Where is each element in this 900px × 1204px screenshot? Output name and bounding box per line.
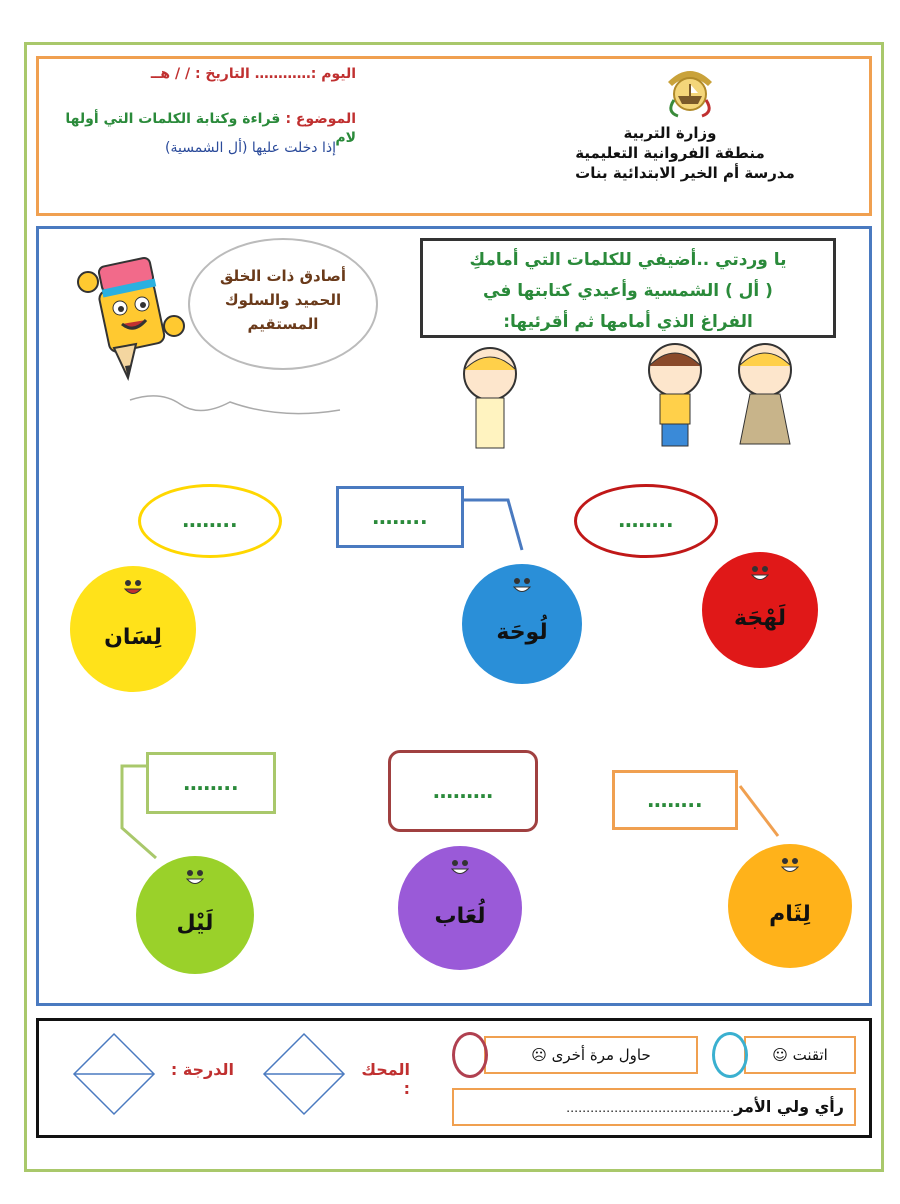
smiley-icon bbox=[507, 574, 537, 596]
pencil-scribble bbox=[120, 380, 350, 430]
instruction-line-1: يا وردتي ..أضيفي للكلمات التي أمامكِ bbox=[469, 250, 787, 270]
word-circle-lisan bbox=[70, 566, 196, 692]
subject-label: الموضوع : bbox=[285, 111, 356, 127]
answer-bubble-luaab[interactable]: ……… bbox=[388, 750, 538, 832]
smiley-icon bbox=[775, 854, 805, 876]
grade-label: الدرجة : bbox=[170, 1060, 234, 1079]
parent-opinion-field[interactable] bbox=[452, 1088, 856, 1126]
mastered-label: اتقنت ☺ bbox=[744, 1036, 856, 1074]
word-layl: لَيْل bbox=[176, 910, 214, 936]
word-lisan: لِسَان bbox=[104, 624, 162, 650]
criterion-diamond[interactable] bbox=[262, 1032, 346, 1116]
motto-cloud bbox=[188, 238, 378, 370]
word-circle-lahja bbox=[702, 552, 818, 668]
smiley-icon bbox=[180, 866, 210, 888]
answer-box-litham[interactable]: …….. bbox=[612, 770, 738, 830]
criterion-label: المحك : bbox=[361, 1060, 410, 1098]
instruction-banner bbox=[420, 238, 836, 338]
school-name: مدرسة أم الخير الابتدائية بنات bbox=[575, 164, 795, 182]
parent-opinion-dots: …………………………………… bbox=[566, 1101, 735, 1115]
word-circle-luaab bbox=[398, 846, 522, 970]
instruction-line-2: ( أل ) الشمسية وأعيدي كتابتها في bbox=[483, 281, 773, 301]
try-again-label: حاول مرة أخرى ☹ bbox=[484, 1036, 698, 1074]
subject-text: قراءة وكتابة الكلمات التي أولها لام bbox=[65, 111, 356, 146]
answer-bubble-lisan[interactable]: …….. bbox=[138, 484, 282, 558]
smiley-icon bbox=[445, 856, 475, 878]
motto-line-3: المستقيم bbox=[247, 315, 319, 333]
smiley-icon bbox=[745, 562, 775, 584]
smiley-icon bbox=[118, 576, 148, 598]
ministry-name: وزارة التربية bbox=[623, 124, 717, 142]
parent-opinion-label: رأي ولي الأمر bbox=[734, 1097, 844, 1116]
word-litham: لِثَام bbox=[769, 901, 811, 927]
word-luaab: لُعَاب bbox=[434, 903, 486, 929]
answer-box-lawha[interactable]: …….. bbox=[336, 486, 464, 548]
children-illustration bbox=[440, 340, 830, 460]
pencil-mascot-illustration bbox=[70, 248, 190, 388]
answer-bubble-lahja[interactable]: …….. bbox=[574, 484, 718, 558]
mastered-checkbox[interactable] bbox=[712, 1032, 748, 1078]
word-circle-lawha bbox=[462, 564, 582, 684]
answer-box-layl[interactable]: …….. bbox=[146, 752, 276, 814]
motto-line-2: الحميد والسلوك bbox=[224, 291, 342, 309]
district-name: منطقة الفروانية التعليمية bbox=[575, 144, 765, 162]
day-date-line: اليوم :………… التاريخ : / / هــ bbox=[150, 66, 356, 82]
grade-diamond[interactable] bbox=[72, 1032, 156, 1116]
ministry-emblem bbox=[660, 60, 720, 122]
try-again-checkbox[interactable] bbox=[452, 1032, 488, 1078]
motto-line-1: أصادق ذات الخلق bbox=[220, 267, 346, 285]
word-lahja: لَهْجَة bbox=[734, 605, 786, 631]
instruction-line-3: الفراغ الذي أمامها ثم أقرئيها: bbox=[503, 312, 753, 332]
word-circle-litham bbox=[728, 844, 852, 968]
word-lawha: لُوحَة bbox=[496, 619, 548, 645]
subject-text-2: إذا دخلت عليها (أل الشمسية) bbox=[165, 140, 336, 156]
word-circle-layl bbox=[136, 856, 254, 974]
